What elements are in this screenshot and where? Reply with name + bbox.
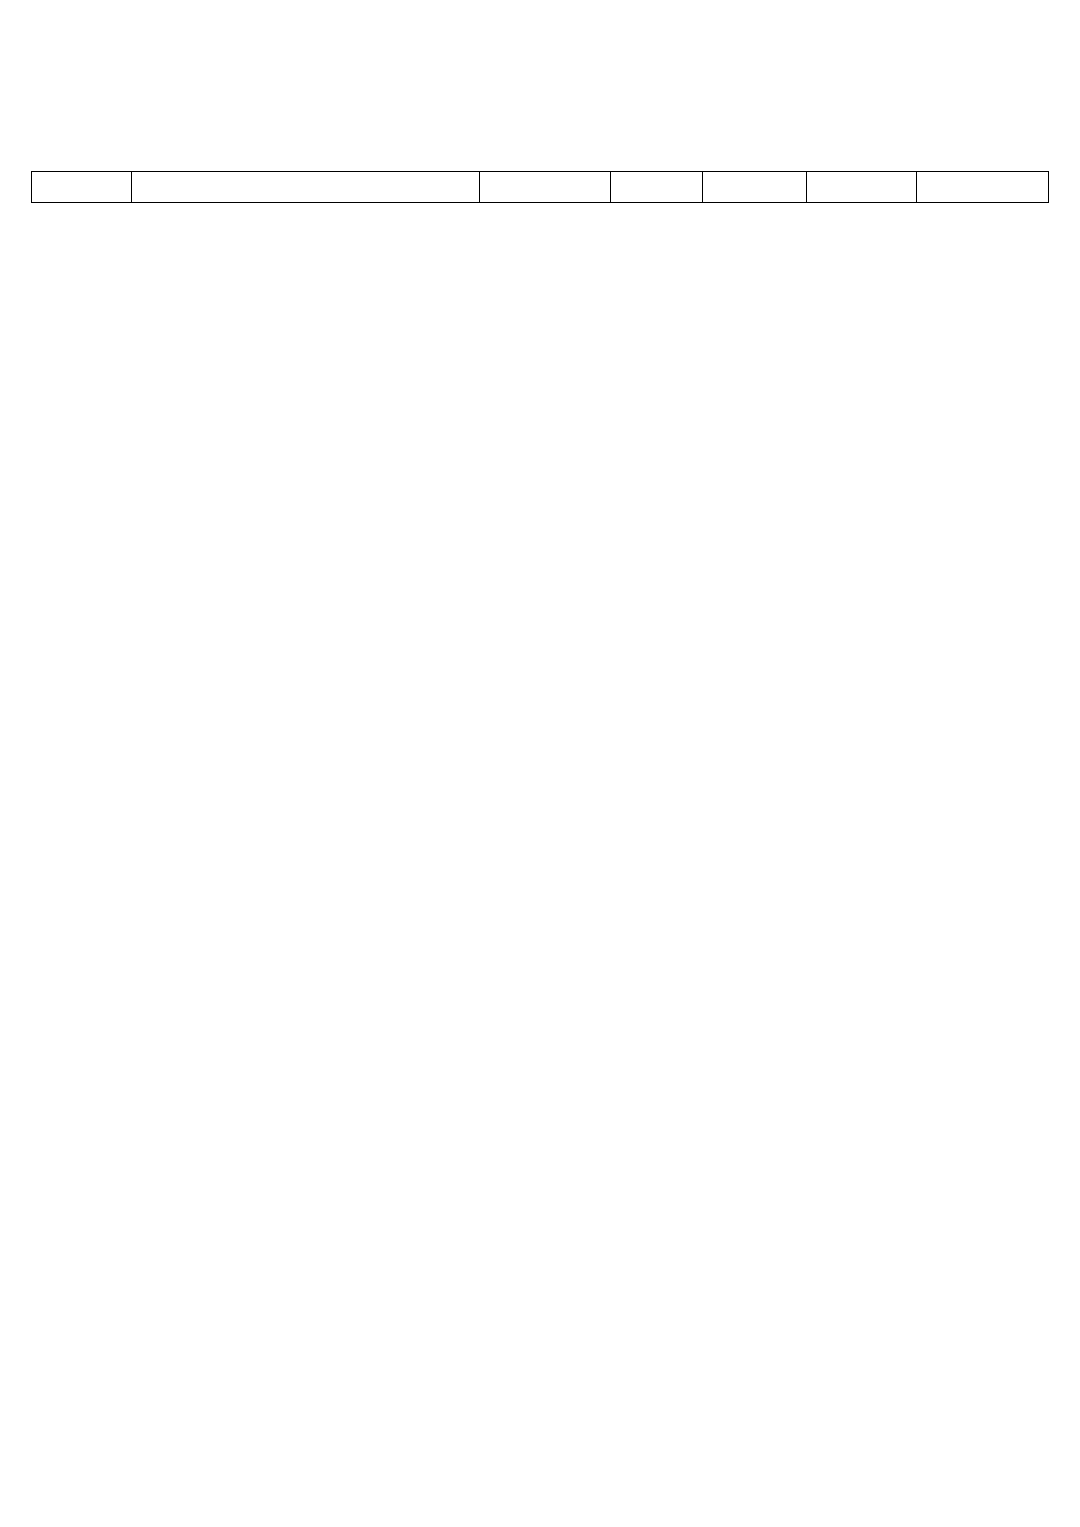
column-header-admitted — [703, 172, 807, 203]
column-header-school-code — [32, 172, 132, 203]
column-header-min-score — [807, 172, 917, 203]
column-header-major-group — [480, 172, 611, 203]
admission-score-table — [31, 171, 1049, 203]
column-header-plan-count — [611, 172, 703, 203]
column-header-school-name — [132, 172, 480, 203]
table-header — [32, 172, 1049, 203]
column-header-min-rank — [917, 172, 1049, 203]
table-header-row — [32, 172, 1049, 203]
